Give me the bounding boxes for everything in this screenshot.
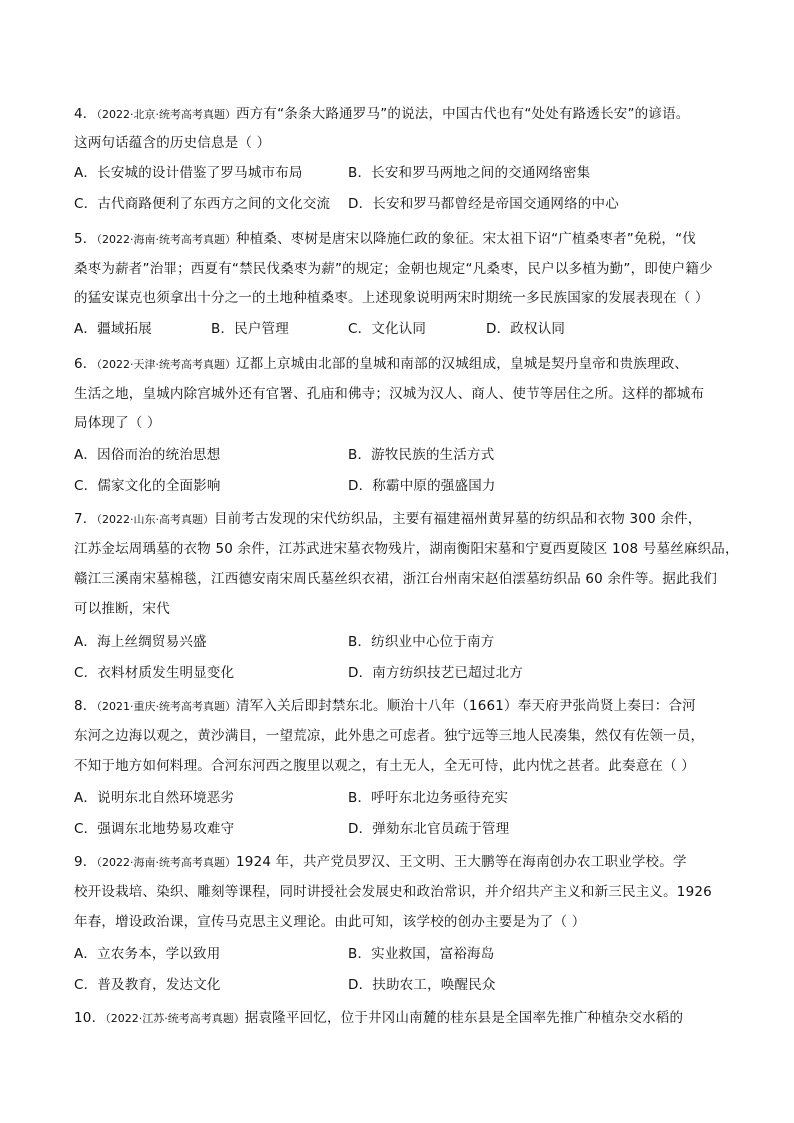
question-5-option-a[interactable]: A．疆域拓展 — [74, 321, 152, 337]
question-text: 种植桑、枣树是唐宋以降施仁政的象征。宋太祖下诏“广植桑枣者”免税，“伐 — [236, 231, 696, 247]
question-9-option-b[interactable]: B．实业救国，富裕海岛 — [348, 946, 495, 962]
question-9-option-a[interactable]: A．立农务本，学以致用 — [74, 946, 221, 962]
question-text: 目前考古发现的宋代纺织品，主要有福建福州黄昇墓的纺织品和衣物 300 余件， — [214, 511, 702, 527]
question-text: 1924 年，共产党员罗汉、王文明、王大鹏等在海南创办农工职业学校。学 — [236, 854, 687, 870]
question-7-line-4: 可以推断，宋代 — [74, 601, 170, 617]
question-6-option-d[interactable]: D．称霸中原的强盛国力 — [348, 478, 496, 494]
question-6-line-2: 生活之地，皇城内除宫城外还有官署、孔庙和佛寺；汉城为汉人、商人、使节等居住之所。这样的都城布 — [74, 386, 705, 402]
question-6-option-c[interactable]: C．儒家文化的全面影响 — [74, 478, 221, 494]
question-source: （2022·江苏·统考高考真题） — [105, 1012, 245, 1025]
question-9-option-d[interactable]: D．扶助农工，唤醒民众 — [348, 977, 496, 993]
question-text: 据袁隆平回忆，位于井冈山南麓的桂东县是全国率先推广种植杂交水稻的 — [244, 1010, 684, 1026]
question-7-line-2: 江苏金坛周瑀墓的衣物 50 余件，江苏武进宋墓衣物残片，湖南衡阳宋墓和宁夏西夏陵区 108 号墓丝麻织品， — [74, 541, 739, 557]
question-4-line-2: 这两句话蕴含的历史信息是（ ） — [74, 135, 271, 151]
question-number: 6． — [74, 356, 97, 372]
question-number: 10． — [74, 1010, 106, 1026]
question-6-line-1 — [74, 355, 734, 374]
question-10-line-1 — [74, 1009, 734, 1028]
question-source: （2022·天津·统考高考真题） — [96, 358, 236, 371]
question-8-line-3: 不知于地方如何料理。合河东河西之腹里以观之，有土无人，全无可恃，此内忧之甚者。此奏意在（ ） — [74, 758, 695, 774]
question-9-option-c[interactable]: C．普及教育，发达文化 — [74, 977, 221, 993]
question-source: （2022·海南·统考高考真题） — [96, 856, 236, 869]
question-8-option-b[interactable]: B．呼吁东北边务亟待充实 — [348, 790, 509, 806]
question-6-option-a[interactable]: A．因俗而治的统治思想 — [74, 447, 221, 463]
question-number: 7． — [74, 511, 97, 527]
question-9-line-3: 年春，增设政治课，宣传马克思主义理论。由此可知，该学校的创办主要是为了（ ） — [74, 914, 586, 930]
question-4-option-b[interactable]: B．长安和罗马两地之间的交通网络密集 — [348, 165, 591, 181]
question-7-option-b[interactable]: B．纺织业中心位于南方 — [348, 634, 495, 650]
question-8-line-1 — [74, 697, 734, 716]
question-7-option-c[interactable]: C．衣料材质发生明显变化 — [74, 665, 235, 681]
question-4-option-a[interactable]: A．长安城的设计借鉴了罗马城市布局 — [74, 165, 303, 181]
question-5-line-3: 的猛安谋克也须拿出十分之一的土地种植桑枣。上述现象说明两宋时期统一多民族国家的发展表现在（ ） — [74, 290, 709, 306]
question-4-option-c[interactable]: C．古代商路便利了东西方之间的文化交流 — [74, 196, 331, 212]
question-4-line-1 — [74, 105, 734, 124]
question-text: 西方有“条条大路通罗马”的说法，中国古代也有“处处有路透长安”的谚语。 — [236, 106, 690, 122]
question-source: （2021·重庆·统考高考真题） — [96, 700, 236, 713]
question-source: （2022·北京·统考高考真题） — [96, 108, 236, 121]
question-8-line-2: 东河之边海以观之，黄沙满目，一望荒凉，此外患之可虑者。独宁远等三地人民凑集，然仅有佐领一员， — [74, 728, 705, 744]
question-7-option-a[interactable]: A．海上丝绸贸易兴盛 — [74, 634, 207, 650]
question-5-option-c[interactable]: C．文化认同 — [348, 321, 427, 337]
question-number: 8． — [74, 698, 97, 714]
question-text: 清军入关后即封禁东北。顺治十八年（1661）奉天府尹张尚贤上奏曰：合河 — [236, 698, 696, 714]
question-number: 9． — [74, 854, 97, 870]
question-7-option-d[interactable]: D．南方纺织技艺已超过北方 — [348, 665, 523, 681]
question-8-option-a[interactable]: A．说明东北自然环境恶劣 — [74, 790, 235, 806]
question-6-option-b[interactable]: B．游牧民族的生活方式 — [348, 447, 495, 463]
question-5-line-2: 桑枣为薪者”治罪；西夏有“禁民伐桑枣为薪”的规定；金朝也规定“凡桑枣，民户以多植为勤”，即使户籍少 — [74, 261, 713, 277]
question-5-option-d[interactable]: D．政权认同 — [486, 321, 566, 337]
question-8-option-c[interactable]: C．强调东北地势易攻难守 — [74, 821, 235, 837]
question-text: 辽都上京城由北部的皇城和南部的汉城组成，皇城是契丹皇帝和贵族理政、 — [236, 356, 689, 372]
question-9-line-1 — [74, 853, 734, 872]
question-number: 4． — [74, 106, 97, 122]
question-source: （2022·山东·高考真题） — [96, 513, 214, 526]
question-9-line-2: 校开设栽培、染织、雕刻等课程，同时讲授社会发展史和政治常识，并介绍共产主义和新三民主义。1926 — [74, 884, 712, 900]
question-4-option-d[interactable]: D．长安和罗马都曾经是帝国交通网络的中心 — [348, 196, 619, 212]
question-7-line-3: 赣江三溪南宋墓棉毯，江西德安南宋周氏墓丝织衣裙，浙江台州南宋赵伯澐墓纺织品 60 余件等。据此我们 — [74, 571, 718, 587]
question-5-option-b[interactable]: B．民户管理 — [211, 321, 289, 337]
question-8-option-d[interactable]: D．弹劾东北官员疏于管理 — [348, 821, 510, 837]
question-7-line-1 — [74, 510, 734, 529]
question-source: （2022·海南·统考高考真题） — [96, 233, 236, 246]
question-number: 5． — [74, 231, 97, 247]
question-5-line-1 — [74, 230, 734, 249]
question-6-line-3: 局体现了（ ） — [74, 415, 161, 431]
